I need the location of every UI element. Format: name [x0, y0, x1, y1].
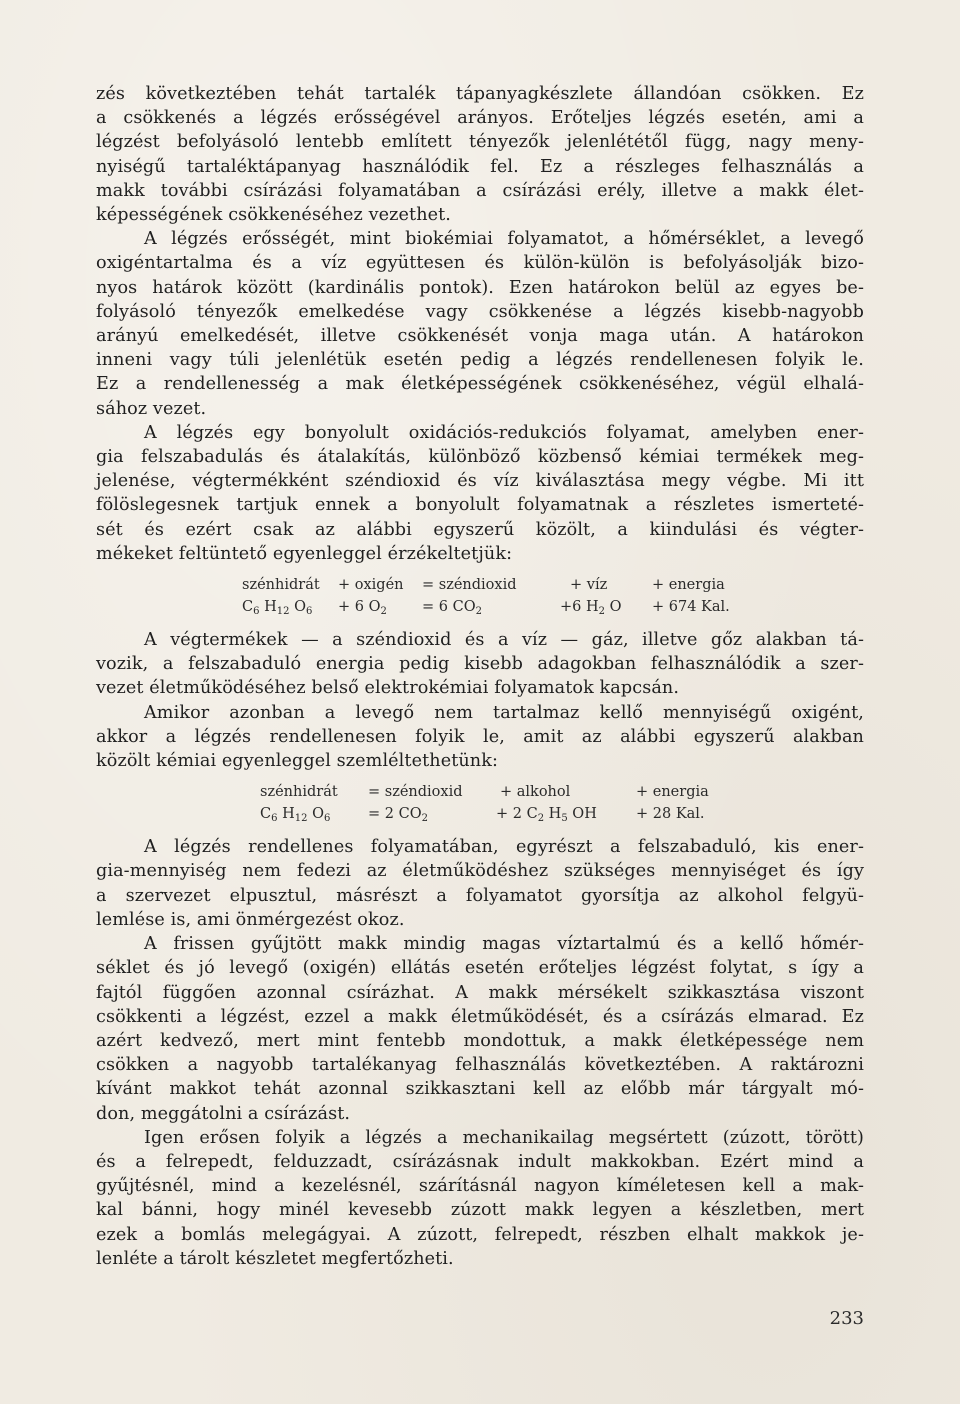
- text-line: don, meggátolni a csírázást.: [96, 1103, 351, 1124]
- text-line: A légzés egy bonyolult oxidációs-redukciós folyamat, amelyben ener-: [144, 422, 864, 443]
- page-number: 233: [829, 1308, 864, 1329]
- equation-term: szénhidrát: [260, 784, 338, 801]
- text-line: és a felrepedt, felduzzadt, csírázásnak indult makkokban. Ezért mind a: [96, 1151, 864, 1172]
- text-line: nyos határok között (kardinális pontok). Ezen határokon belül az egyes be-: [96, 277, 864, 298]
- text-line: sét és ezért csak az alábbi egyszerű közölt, a kiindulási és végter-: [96, 519, 864, 540]
- equation-term: + energia: [636, 784, 709, 801]
- chemical-formula-glucose: $C_6$ $H_{12}$ $O_6$: [242, 599, 313, 618]
- text-line: zés következtében tehát tartalék tápanyagkészlete állandóan csökken. Ez: [96, 84, 864, 104]
- text-line: kal bánni, hogy minél kevesebb zúzott makk legyen a készletben, mert: [96, 1200, 864, 1221]
- text-line: a csökkenés a légzés erősségével arányos. Erőteljes légzés esetén, ami a: [96, 108, 864, 129]
- equation-term: + 6 $O_2$: [338, 599, 387, 618]
- equation-term: + 674 Kal.: [652, 599, 730, 616]
- paragraph-7: [96, 932, 864, 1126]
- equation-term: = széndioxid: [422, 577, 517, 594]
- paragraph-5: [96, 701, 864, 774]
- text-line: A végtermékek — a széndioxid és a víz — gáz, illetve gőz alakban tá-: [144, 630, 864, 651]
- text-line: Ez a rendellenesség a mak életképességének csökkenéséhez, végül elhalá-: [96, 374, 864, 395]
- text-line: Amikor azonban a levegő nem tartalmaz kellő mennyiségű oxigént,: [144, 702, 864, 723]
- text-line: jelenése, végtermékként széndioxid és víz kiválasztása megy végbe. Mi itt: [96, 471, 864, 492]
- text-line: A frissen gyűjtött makk mindig magas víztartalmú és a kellő hőmér-: [144, 934, 864, 955]
- text-line: arányú emelkedését, illetve csökkenését vonja maga után. A határokon: [96, 326, 864, 347]
- text-line: gia-mennyiség nem fedezi az életműködéshez szükséges mennyiséget és így: [96, 861, 864, 882]
- text-line: fölöslegesnek tartjuk ennek a bonyolult folyamatnak a részletes ismerteté-: [96, 495, 864, 516]
- equation-term: + alkohol: [500, 784, 571, 801]
- text-line: A légzés rendellenes folyamatában, egyrészt a felszabaduló, kis ener-: [144, 837, 864, 858]
- text-line: azért kedvező, mert mint fentebb mondottuk, a makk életképessége nem: [96, 1030, 864, 1051]
- text-line: A légzés erősségét, mint biokémiai folyamatot, a hőmérséklet, a levegő: [144, 229, 864, 250]
- text-line: csökken a nagyobb tartalékanyag felhasználás következtében. A raktározni: [96, 1055, 864, 1076]
- paragraph-2: [96, 227, 864, 421]
- text-line: oxigéntartalma és a víz együttesen és külön-külön is befolyásolják bizo-: [96, 253, 864, 274]
- equation-term: +6 $H_2$ O: [560, 599, 622, 618]
- text-line: mékeket feltüntető egyenleggel érzékeltetjük:: [96, 543, 513, 564]
- chemical-formula-glucose: $C_6$ $H_{12}$ $O_6$: [260, 806, 331, 825]
- paragraph-3: [96, 421, 864, 566]
- equation-term: + víz: [570, 577, 608, 594]
- text-line: inneni vagy túli jelenlétük esetén pedig a légzés rendellenesen folyik le.: [96, 350, 864, 371]
- text-line: közölt kémiai egyenleggel szemléltethetünk:: [96, 751, 499, 772]
- paragraph-8: [96, 1126, 864, 1271]
- paragraph-4: [96, 628, 864, 701]
- text-line: folyásoló tényezők emelkedése vagy csökkenése a légzés kisebb-nagyobb: [96, 301, 864, 322]
- equation-term: = széndioxid: [368, 784, 463, 801]
- text-line: vezet életműködéséhez belső elektrokémiai folyamatok kapcsán.: [96, 678, 680, 699]
- equation-term: + 2 $C_2$ $H_5$ OH: [496, 806, 597, 825]
- text-line: légzést befolyásoló lentebb említett tényezők jelenlététől függ, nagy meny-: [96, 132, 864, 153]
- equation-term: + energia: [652, 577, 725, 594]
- equation-term: = 2 $CO_2$: [368, 806, 428, 825]
- text-line: vozik, a felszabaduló energia pedig kisebb adagokban felhasználódik a szer-: [96, 654, 864, 675]
- paragraph-1: [96, 82, 864, 227]
- text-line: gia felszabadulás és átalakítás, különböző közbenső kémiai termékek meg-: [96, 447, 864, 468]
- text-line: ezek a bomlás melegágyai. A zúzott, felrepedt, részben elhalt makkok je-: [96, 1224, 864, 1245]
- text-line: nyiségű tartaléktápanyag használódik fel. Ez a részleges felhasználás a: [96, 156, 864, 177]
- text-line: Igen erősen folyik a légzés a mechanikailag megsértett (zúzott, törött): [144, 1127, 864, 1148]
- text-line: makk további csírázási folyamatában a csírázási erély, illetve a makk élet-: [96, 180, 864, 201]
- text-line: fajtól függően azonnal csírázhat. A makk mérsékelt szikkasztása viszont: [96, 982, 864, 1003]
- equation-term: szénhidrát: [242, 577, 320, 594]
- text-line: kívánt makkot tehát azonnal szikkasztani kell az előbb már tárgyalt mó-: [96, 1079, 864, 1100]
- text-line: a szervezet elpusztul, másrészt a folyamatot gyorsítja az alkohol felgyü-: [96, 885, 864, 906]
- text-line: lenléte a tárolt készletet megfertőzheti.: [96, 1248, 454, 1269]
- equation-term: + oxigén: [338, 577, 404, 594]
- text-line: gyűjtésnél, mind a kezelésnél, szárításnál nagyon kíméletesen kell a mak-: [96, 1176, 864, 1197]
- text-line: akkor a légzés rendellenesen folyik le, amit az alábbi egyszerű alakban: [96, 726, 864, 747]
- paragraph-6: [96, 835, 864, 932]
- text-line: lemlése is, ami önmérgezést okoz.: [96, 909, 405, 930]
- equation-aerobic-respiration: [96, 574, 864, 618]
- page-body: [96, 82, 864, 1271]
- equation-anaerobic-respiration: [96, 781, 864, 825]
- equation-term: + 28 Kal.: [636, 806, 705, 823]
- text-line: séklet és jó levegő (oxigén) ellátás esetén erőteljes légzést folytat, s így a: [96, 958, 864, 979]
- text-line: képességének csökkenéséhez vezethet.: [96, 205, 451, 226]
- text-line: csökkenti a légzést, ezzel a makk életműködését, és a csírázás elmarad. Ez: [96, 1006, 864, 1027]
- text-line: sához vezet.: [96, 398, 207, 419]
- equation-term: = 6 $CO_2$: [422, 599, 482, 618]
